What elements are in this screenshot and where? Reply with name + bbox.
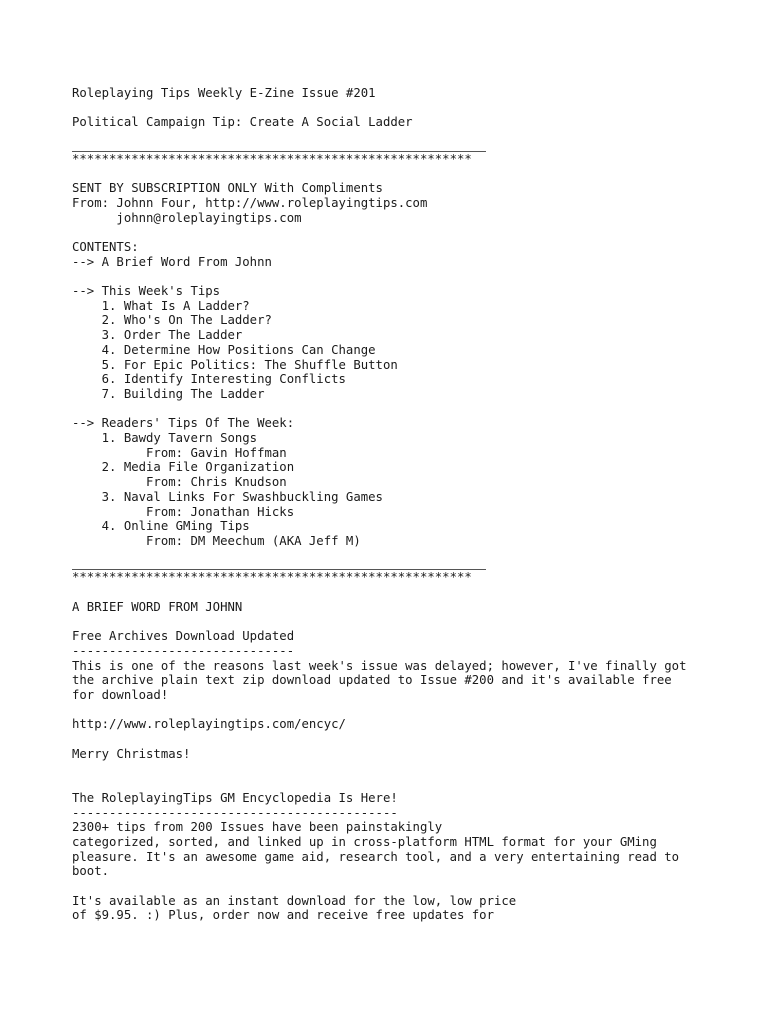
spacer (72, 130, 752, 145)
encyclopedia-title: The RoleplayingTips GM Encyclopedia Is Here! (72, 790, 398, 805)
issue-subtitle: Political Campaign Tip: Create A Social Ladder (72, 115, 413, 130)
spacer (72, 402, 752, 417)
spacer (72, 166, 752, 181)
spacer (72, 761, 752, 776)
contents-tip-item: 5. For Epic Politics: The Shuffle Button (72, 357, 398, 372)
divider-stars: ****************************************************** (72, 151, 472, 166)
archives-underline: ------------------------------ (72, 643, 295, 658)
contents-tip-item: 7. Building The Ladder (72, 386, 265, 401)
encyclopedia-body-line: 2300+ tips from 200 Issues have been painstakingly (72, 820, 443, 835)
spacer (72, 549, 752, 564)
encyclopedia-body-line: boot. (72, 864, 110, 879)
spacer (72, 225, 752, 240)
newsletter-page (72, 86, 752, 923)
spacer (72, 703, 752, 718)
divider-stars: ****************************************************** (72, 570, 472, 585)
contents-readers-heading: --> Readers' Tips Of The Week: (72, 416, 295, 431)
reader-tip-author: From: Jonathan Hicks (72, 504, 295, 519)
contents-heading: CONTENTS: (72, 239, 139, 254)
archives-url: http://www.roleplayingtips.com/encyc/ (72, 717, 346, 732)
reader-tip-item: 4. Online GMing Tips (72, 519, 250, 534)
archives-title: Free Archives Download Updated (72, 629, 295, 644)
reader-tip-author: From: Chris Knudson (72, 475, 287, 490)
spacer (72, 585, 752, 600)
spacer (72, 614, 752, 629)
contents-tip-item: 2. Who's On The Ladder? (72, 313, 272, 328)
contents-tip-item: 1. What Is A Ladder? (72, 298, 250, 313)
encyclopedia-body-line: pleasure. It's an awesome game aid, research tool, and a very entertaining read to (72, 849, 680, 864)
contents-tip-item: 6. Identify Interesting Conflicts (72, 372, 346, 387)
archives-body-line: This is one of the reasons last week's issue was delayed; however, I've finally got (72, 658, 687, 673)
issue-title: Roleplaying Tips Weekly E-Zine Issue #201 (72, 86, 376, 100)
spacer (72, 269, 752, 284)
merry-christmas: Merry Christmas! (72, 746, 191, 761)
reader-tip-item: 3. Naval Links For Swashbuckling Games (72, 489, 383, 504)
reader-tip-item: 2. Media File Organization (72, 460, 295, 475)
contents-brief-word: --> A Brief Word From Johnn (72, 254, 272, 269)
spacer (72, 732, 752, 747)
spacer (72, 879, 752, 894)
section-heading: A BRIEF WORD FROM JOHNN (72, 599, 243, 614)
reader-tip-item: 1. Bawdy Tavern Songs (72, 431, 258, 446)
subscription-line: SENT BY SUBSCRIPTION ONLY With Compliments (72, 181, 383, 196)
archives-body-line: for download! (72, 687, 169, 702)
author-line: From: Johnn Four, http://www.roleplayingtips.com (72, 195, 428, 210)
spacer (72, 101, 752, 116)
reader-tip-author: From: Gavin Hoffman (72, 445, 287, 460)
contents-tip-item: 3. Order The Ladder (72, 328, 243, 343)
author-email: johnn@roleplayingtips.com (72, 210, 302, 225)
contents-tips-heading: --> This Week's Tips (72, 284, 221, 299)
contents-tip-item: 4. Determine How Positions Can Change (72, 342, 376, 357)
spacer (72, 776, 752, 791)
encyclopedia-underline: -------------------------------------------- (72, 805, 398, 820)
encyclopedia-body-line: categorized, sorted, and linked up in cross-platform HTML format for your GMing (72, 834, 657, 849)
archives-body-line: the archive plain text zip download updated to Issue #200 and it's available free (72, 673, 672, 688)
reader-tip-author: From: DM Meechum (AKA Jeff M) (72, 534, 361, 548)
price-body-line: of $9.95. :) Plus, order now and receive free updates for (72, 908, 494, 923)
price-body-line: It's available as an instant download for the low, low price (72, 893, 517, 908)
